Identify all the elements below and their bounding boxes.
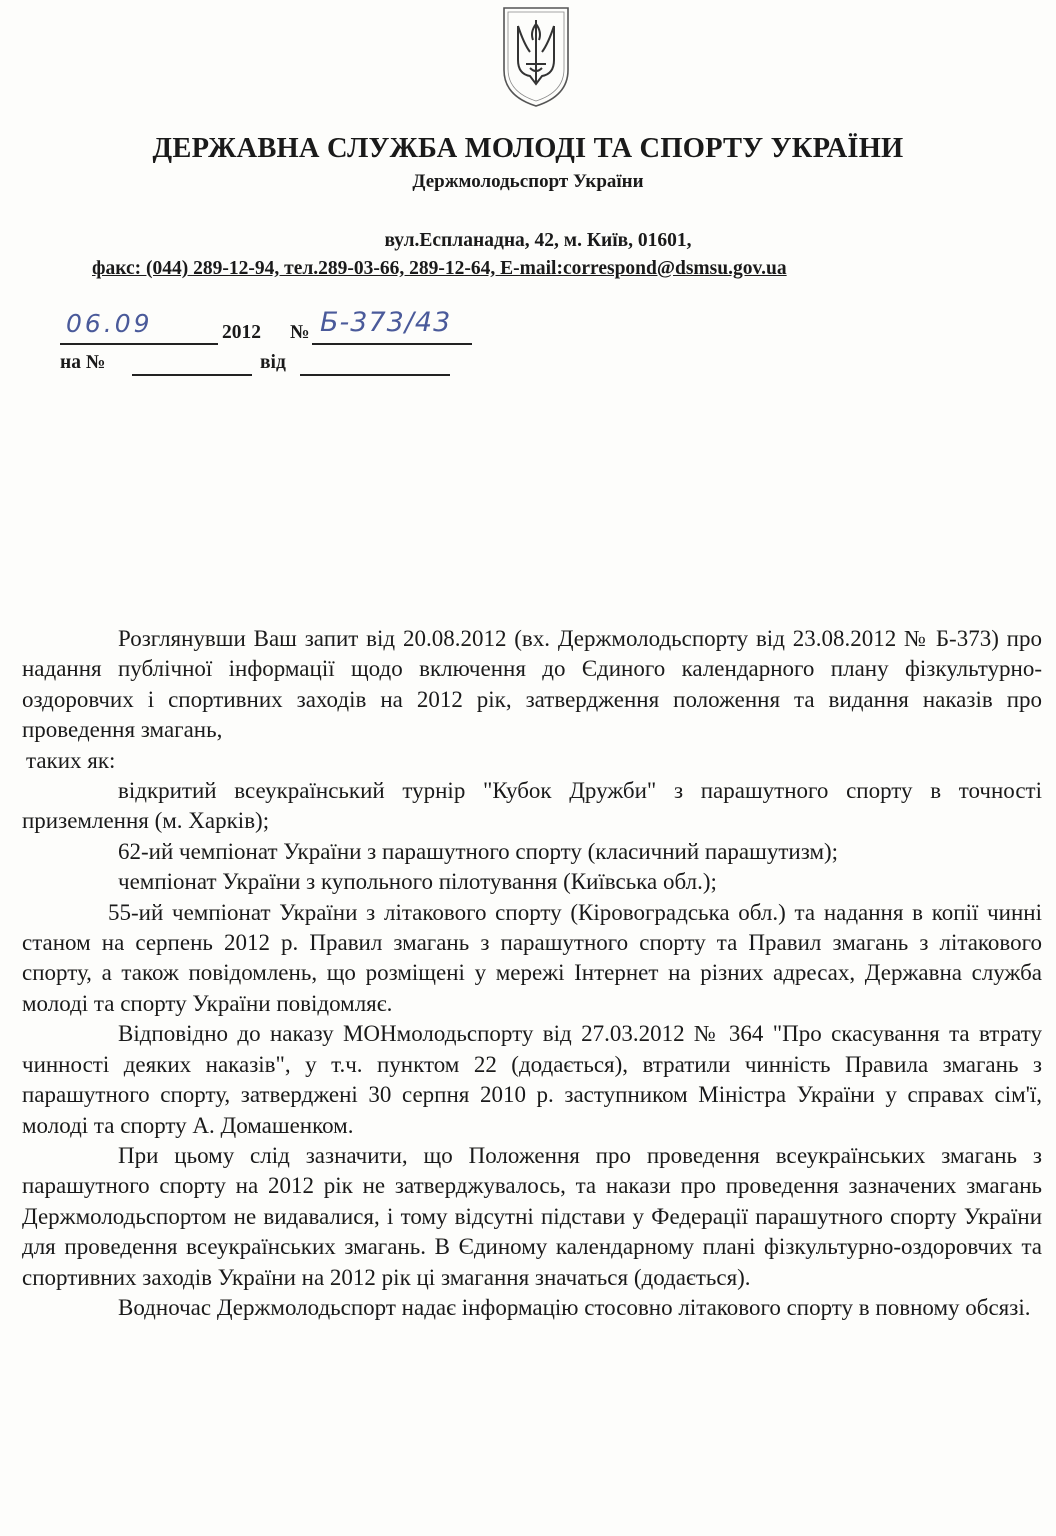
date-underline	[60, 343, 218, 345]
reply-date-blank	[300, 374, 450, 376]
contacts: факс: (044) 289-12-94, тел.289-03-66, 289-12-64, E-mail:correspond@dsmsu.gov.ua	[92, 258, 787, 279]
letter-body	[22, 624, 1042, 1323]
paragraph-note: При цьому слід зазначити, що Положення про проведення всеукраїнських змагань з парашутного спорту на 2012 рік не затверджувалось, та накази про проведення зазначених змагань Держмолодьспортом не видавалися, і тому відсутні підстави у Федерації парашутного спорту України для проведення всеукраїнських змагань. В Єдиному календарному плані фізкультурно-оздоровчих та спортивних заходів України на 2012 рік ці змагання значаться (додається).	[22, 1142, 1042, 1290]
list-item-aircraft-championship: 55-ий чемпіонат України з літакового спорту (Кіровоградська обл.) та надання в копії чинні станом на серпень 2012 р. Правил змагань з парашутного спорту та Правил змагань з літакового спорту, а також повідомлень, що розміщені у мережі Інтернет на різних адресах, Державна служба молоді та спорту України повідомляє.	[22, 899, 1042, 1016]
paragraph-request-tail: таких як:	[26, 747, 116, 773]
reply-label: на №	[60, 352, 106, 373]
handwritten-date: 06.09	[66, 309, 153, 338]
paragraph-request: Розглянувши Ваш запит від 20.08.2012 (вх. Держмолодьспорту від 23.08.2012 № Б-373) про надання публічної інформації щодо включення до Єдиного календарного плану фізкультурно-оздоровчих і спортивних заходів на 2012 рік, затвердження положення та видання наказів про проведення змагань,	[22, 626, 1042, 743]
number-underline	[312, 343, 472, 345]
outgoing-year: 2012	[222, 322, 261, 343]
organization-short-name: Держмолодьспорт України	[412, 171, 644, 192]
organization-name: ДЕРЖАВНА СЛУЖБА МОЛОДІ ТА СПОРТУ УКРАЇНИ	[152, 133, 904, 164]
trident-coat-of-arms-icon	[500, 4, 572, 108]
address: вул.Еспланадна, 42, м. Київ, 01601,	[384, 230, 692, 251]
list-item-parachute-championship: 62-ий чемпіонат України з парашутного спорту (класичний парашутизм);	[118, 838, 839, 864]
handwritten-number: Б-373/43	[320, 307, 452, 338]
paragraph-order: Відповідно до наказу МОНмолодьспорту від 27.03.2012 № 364 "Про скасування та втрату чинності деяких наказів", у т.ч. пунктом 22 (додається), втратили чинність Правила змагань з парашутного спорту, затверджені 30 серпня 2010 р. заступником Міністра України у справах сім'ї, молоді та спорту А. Домашенком.	[22, 1021, 1042, 1138]
list-item-canopy-piloting: чемпіонат України з купольного пілотування (Київська обл.);	[118, 869, 717, 895]
paragraph-conclusion: Водночас Держмолодьспорт надає інформацію стосовно літакового спорту в повному обсязі.	[118, 1294, 1031, 1320]
reply-number-blank	[132, 374, 252, 376]
number-label: №	[290, 322, 310, 343]
from-label: від	[260, 352, 286, 373]
list-item-tournament: відкритий всеукраїнський турнір "Кубок Дружби" з парашутного спорту в точності приземлення (м. Харків);	[22, 778, 1042, 834]
